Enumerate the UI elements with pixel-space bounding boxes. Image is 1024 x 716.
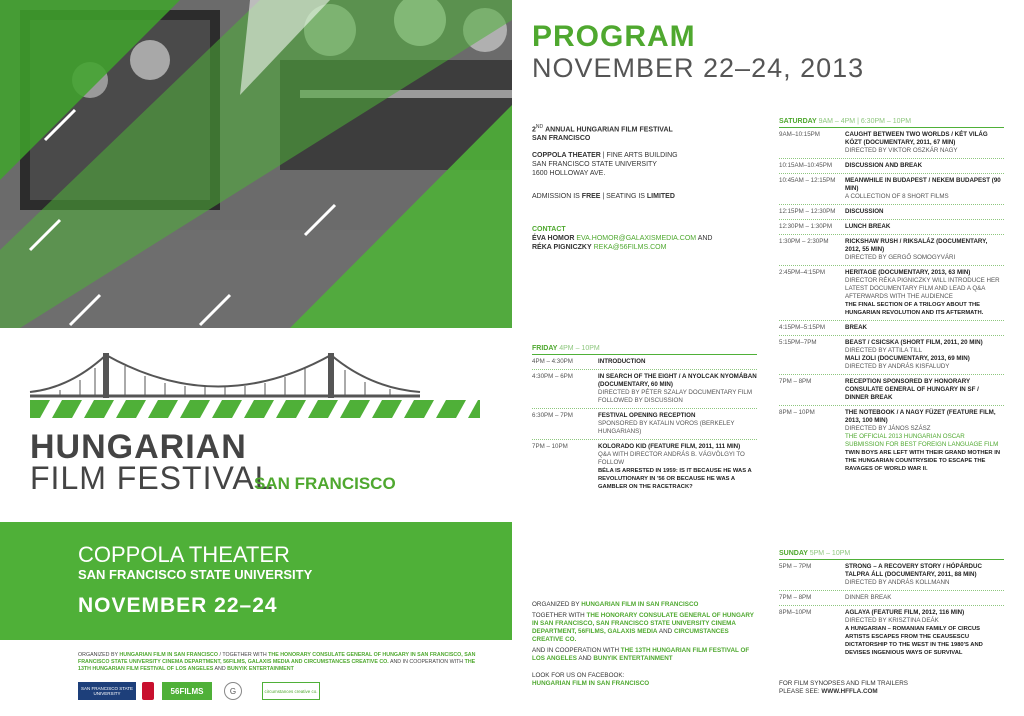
credit-label: TOGETHER WITH bbox=[532, 612, 585, 619]
program-title: PROGRAM bbox=[532, 20, 696, 53]
saturday-schedule bbox=[779, 118, 1004, 476]
row-time: 4PM – 4:30PM bbox=[532, 358, 573, 365]
galaxis-logo-icon: G bbox=[224, 682, 242, 700]
row-time: 2:45PM–4:15PM bbox=[779, 269, 826, 276]
row-note: DIRECTED BY VIKTOR OSZKÁR NAGY bbox=[845, 147, 958, 154]
row-time: 12:15PM – 12:30PM bbox=[779, 208, 836, 215]
synopsis-info bbox=[779, 680, 1004, 696]
day-label: SATURDAY bbox=[779, 118, 817, 125]
schedule-row bbox=[779, 266, 1004, 321]
facebook-page[interactable]: HUNGARIAN FILM IN SAN FRANCISCO bbox=[532, 680, 650, 687]
row-note: DIRECTED BY JÁNOS SZÁSZ bbox=[845, 425, 931, 432]
festival-title-city: SAN FRANCISCO bbox=[532, 135, 591, 143]
row-time: 9AM–10:15PM bbox=[779, 131, 820, 138]
venue-theater: COPPOLA THEATER bbox=[78, 542, 290, 567]
photo-illustration bbox=[0, 0, 512, 328]
row-note: DIRECTED BY ATTILA TILL bbox=[845, 347, 923, 354]
credit-coop: THE 13TH HUNGARIAN FILM FESTIVAL OF LOS ANGELES bbox=[78, 659, 476, 672]
contact1-name: ÉVA HOMOR bbox=[532, 235, 575, 243]
schedule-row bbox=[779, 321, 1004, 336]
row-time: 10:15AM–10:45PM bbox=[779, 162, 832, 169]
row-note: DIRECTED BY PÉTER SZALAY DOCUMENTARY FILM FOLLOWED BY DISCUSSION bbox=[598, 389, 753, 404]
row-note: DIRECTOR RÉKA PIGNICZKY WILL INTRODUCE HER LATEST DOCUMENTARY FILM AND LEAD A Q&A AFTERWARDS WITH THE AUDIENCE bbox=[845, 277, 1000, 300]
credit-label: ORGANIZED BY bbox=[532, 601, 580, 608]
credit-label: / TOGETHER WITH bbox=[219, 652, 267, 658]
schedule-row bbox=[779, 560, 1004, 591]
row-synopsis: THE FINAL SECTION OF A TRILOGY ABOUT THE HUNGARIAN REVOLUTION AND ITS AFTERMATH. bbox=[845, 302, 984, 316]
56films-logo: 56FILMS bbox=[162, 682, 212, 700]
row-title: BEAST / CSICSKA (SHORT FILM, 2011, 20 MIN) bbox=[845, 339, 983, 346]
row-time: 4:30PM – 6PM bbox=[532, 373, 573, 380]
day-hours: 9AM – 4PM | 6:30PM – 10PM bbox=[818, 118, 912, 125]
venue-name: COPPOLA THEATER bbox=[532, 152, 601, 160]
credit-organizer: HUNGARIAN FILM IN SAN FRANCISCO bbox=[119, 652, 218, 658]
schedule-row bbox=[779, 220, 1004, 235]
facebook-label: LOOK FOR US ON FACEBOOK: bbox=[532, 672, 625, 679]
credit-label: ORGANIZED BY bbox=[78, 652, 118, 658]
row-synopsis: A HUNGARIAN – ROMANIAN FAMILY OF CIRCUS ARTISTS ESCAPES FROM THE CEAUSESCU DICTATORSHIP TO THE WEST IN THE 1980'S AND DEVISES INGENIOUS WAYS OF SURVIVAL bbox=[845, 626, 983, 656]
credit-label: AND bbox=[658, 628, 673, 635]
row-note: DIRECTED BY ANDRÁS KOLLMANN bbox=[845, 579, 950, 586]
credit-label: AND IN COOPERATION WITH bbox=[532, 647, 619, 654]
row-title-2: MALI ZOLI (DOCUMENTARY, 2013, 69 MIN) bbox=[845, 355, 970, 362]
sunday-schedule bbox=[779, 550, 1004, 660]
edition-suffix: ND bbox=[535, 124, 544, 130]
day-label: FRIDAY bbox=[532, 345, 558, 352]
row-note: SPONSORED BY KATALIN VOROS (BERKELEY HUNGARIANS) bbox=[598, 420, 735, 435]
row-title: RECEPTION SPONSORED BY HONORARY CONSULATE GENERAL OF HUNGARY IN SF / DINNER BREAK bbox=[845, 378, 979, 401]
credit-coop: THE 13TH HUNGARIAN FILM FESTIVAL OF LOS ANGELES bbox=[532, 647, 750, 662]
schedule-row bbox=[779, 159, 1004, 174]
festival-title: ANNUAL HUNGARIAN FILM FESTIVAL bbox=[545, 126, 673, 134]
contact2-email[interactable]: REKA@56FILMS.COM bbox=[593, 244, 667, 252]
row-synopsis: BÉLA IS ARRESTED IN 1959: IS IT BECAUSE HE WAS A REVOLUTIONARY IN '56 OR BECAUSE HE WAS A GAMBLER ON THE RACETRACK? bbox=[598, 468, 752, 490]
credit-partners: THE HONORARY CONSULATE GENERAL OF HUNGARY IN SAN FRANCISCO, SAN FRANCISCO STATE UNIVERSITY CINEMA DEPARTMENT, 56FILMS, GALAXIS MEDIA bbox=[532, 612, 754, 635]
row-note: DINNER BREAK bbox=[845, 594, 892, 601]
row-time: 7PM – 10PM bbox=[532, 443, 568, 450]
admission-free: FREE bbox=[581, 193, 601, 201]
sponsor-logos bbox=[78, 682, 328, 702]
admission-label: ADMISSION IS bbox=[532, 193, 580, 201]
edition-number: 2 bbox=[532, 126, 536, 134]
seating-limited: LIMITED bbox=[646, 193, 675, 201]
row-title: HERITAGE (DOCUMENTARY, 2013, 63 MIN) bbox=[845, 269, 971, 276]
row-title: LUNCH BREAK bbox=[845, 223, 891, 230]
festival-name-line1: HUNGARIAN bbox=[30, 428, 247, 466]
row-title: AGLAYA (FEATURE FILM, 2012, 116 MIN) bbox=[845, 609, 965, 616]
row-note: Q&A WITH DIRECTOR ANDRÁS B. VÁGVÖLGYI TO FOLLOW bbox=[598, 451, 745, 466]
program-credits bbox=[532, 601, 757, 688]
program-page bbox=[512, 0, 1024, 716]
contact2-name: RÉKA PIGNICZKY bbox=[532, 244, 592, 252]
credit-label: AND bbox=[214, 666, 226, 672]
row-time: 12:30PM – 1:30PM bbox=[779, 223, 832, 230]
credit-label: AND bbox=[578, 655, 592, 662]
circumstances-logo: circumstances creative co. bbox=[262, 682, 320, 700]
schedule-row bbox=[779, 591, 1004, 606]
schedule-row bbox=[779, 336, 1004, 375]
row-time: 10:45AM – 12:15PM bbox=[779, 177, 836, 184]
day-header bbox=[779, 550, 1004, 560]
credit-organizer: HUNGARIAN FILM IN SAN FRANCISCO bbox=[581, 601, 699, 608]
row-note: DIRECTED BY GERGŐ SOMOGYVÁRI bbox=[845, 254, 956, 261]
row-time: 1:30PM – 2:30PM bbox=[779, 238, 829, 245]
row-time: 7PM – 8PM bbox=[779, 594, 812, 601]
row-title: CAUGHT BETWEEN TWO WORLDS / KÉT VILÁG KÖZT (DOCUMENTARY, 2011, 67 MIN) bbox=[845, 131, 988, 146]
schedule-row bbox=[779, 205, 1004, 220]
festival-city: SAN FRANCISCO bbox=[254, 474, 396, 493]
festival-name-line2: FILM FESTIVAL bbox=[30, 460, 274, 496]
train-photo bbox=[0, 0, 512, 328]
website-link[interactable]: WWW.HFFLA.COM bbox=[821, 688, 878, 695]
credit-partners: THE HONORARY CONSULATE GENERAL OF HUNGARY IN SAN FRANCISCO, SAN FRANCISCO STATE UNIVERSITY CINEMA DEPARTMENT, 56FILMS, GALAXIS MEDIA AND CIRCUMSTANCES CREATIVE CO. bbox=[78, 652, 476, 665]
seating-label: | SEATING IS bbox=[602, 193, 645, 201]
program-dates: NOVEMBER 22–24, 2013 bbox=[532, 53, 865, 83]
venue-university: SAN FRANCISCO STATE UNIVERSITY bbox=[78, 567, 313, 582]
sfsu-logo: SAN FRANCISCO STATE UNIVERSITY bbox=[78, 682, 136, 700]
credit-circumstances: CIRCUMSTANCES CREATIVE CO. bbox=[532, 628, 729, 643]
row-note: DIRECTED BY KRISZTINA DEÁK bbox=[845, 617, 939, 624]
row-note-2: DIRECTED BY ANDRÁS KISFALUDY bbox=[845, 363, 950, 370]
row-title: STRONG – A RECOVERY STORY / HÓPÁRDUC TALPRA ÁLL (DOCUMENTARY, 2011, 88 MIN) bbox=[845, 563, 982, 578]
schedule-row bbox=[779, 606, 1004, 660]
day-hours: 4PM – 10PM bbox=[559, 345, 600, 352]
venue-address: 1600 HOLLOWAY AVE. bbox=[532, 170, 606, 178]
row-time: 8PM – 10PM bbox=[779, 409, 815, 416]
contact-and: AND bbox=[697, 235, 713, 243]
row-title: RICKSHAW RUSH / RIKSALÁZ (DOCUMENTARY, 2012, 55 MIN) bbox=[845, 238, 988, 253]
day-header bbox=[532, 345, 757, 355]
schedule-row bbox=[532, 370, 757, 409]
row-title: DISCUSSION AND BREAK bbox=[845, 162, 923, 169]
schedule-row bbox=[532, 355, 757, 370]
venue-univ: SAN FRANCISCO STATE UNIVERSITY bbox=[532, 161, 657, 169]
row-time: 4:15PM–5:15PM bbox=[779, 324, 826, 331]
row-synopsis: TWIN BOYS ARE LEFT WITH THEIR GRAND MOTHER IN THE HUNGARIAN COUNTRYSIDE TO ESCAPE THE RAVAGES OF WORLD WAR II. bbox=[845, 450, 1001, 472]
row-title: BREAK bbox=[845, 324, 868, 331]
day-header bbox=[779, 118, 1004, 128]
contact-heading: CONTACT bbox=[532, 226, 566, 234]
row-time: 8PM–10PM bbox=[779, 609, 812, 616]
row-time: 7PM – 8PM bbox=[779, 378, 812, 385]
friday-schedule bbox=[532, 345, 757, 494]
schedule-row bbox=[779, 174, 1004, 205]
row-title: DISCUSSION bbox=[845, 208, 884, 215]
row-time: 5PM – 7PM bbox=[779, 563, 812, 570]
credit-bunyik: BUNYIK ENTERTAINMENT bbox=[227, 666, 294, 672]
credit-bunyik: BUNYIK ENTERTAINMENT bbox=[593, 655, 673, 662]
row-title: THE NOTEBOOK / A NAGY FÜZET (FEATURE FILM, 2013, 100 MIN) bbox=[845, 409, 996, 424]
row-time: 6:30PM – 7PM bbox=[532, 412, 573, 419]
schedule-row bbox=[779, 375, 1004, 406]
row-title: IN SEARCH OF THE EIGHT / A NYOLCAK NYOMÁBAN (DOCUMENTARY, 60 MIN) bbox=[598, 373, 757, 388]
row-title: FESTIVAL OPENING RECEPTION bbox=[598, 412, 696, 419]
synopsis-see: PLEASE SEE: bbox=[779, 688, 820, 695]
schedule-row bbox=[532, 440, 757, 494]
row-time: 5:15PM–7PM bbox=[779, 339, 817, 346]
row-note: A COLLECTION OF 8 SHORT FILMS bbox=[845, 193, 949, 200]
bridge-icon bbox=[0, 328, 512, 438]
contact1-email[interactable]: EVA.HOMOR@GALAXISMEDIA.COM bbox=[576, 235, 697, 243]
day-hours: 5PM – 10PM bbox=[809, 550, 851, 557]
row-oscar-note: THE OFFICIAL 2013 HUNGARIAN OSCAR SUBMISSION FOR BEST FOREIGN LANGUAGE FILM bbox=[845, 433, 999, 448]
left-footer-credits bbox=[78, 652, 478, 673]
venue-building: | FINE ARTS BUILDING bbox=[602, 152, 678, 160]
venue-banner bbox=[0, 522, 512, 640]
day-label: SUNDAY bbox=[779, 550, 808, 557]
coat-of-arms-icon bbox=[142, 682, 154, 700]
schedule-row bbox=[779, 406, 1004, 476]
row-title: KOLORADO KID (FEATURE FILM, 2011, 111 MIN) bbox=[598, 443, 741, 450]
credit-label: AND IN COOPERATION WITH bbox=[389, 659, 464, 665]
schedule-row bbox=[779, 235, 1004, 266]
row-title: INTRODUCTION bbox=[598, 358, 646, 365]
venue-date: NOVEMBER 22–24 bbox=[78, 594, 278, 617]
schedule-row bbox=[779, 128, 1004, 159]
festival-info bbox=[532, 123, 752, 252]
row-title: MEANWHILE IN BUDAPEST / NEKEM BUDAPEST (90 MIN) bbox=[845, 177, 1001, 192]
schedule-row bbox=[532, 409, 757, 440]
synopsis-label: FOR FILM SYNOPSES AND FILM TRAILERS bbox=[779, 680, 908, 687]
